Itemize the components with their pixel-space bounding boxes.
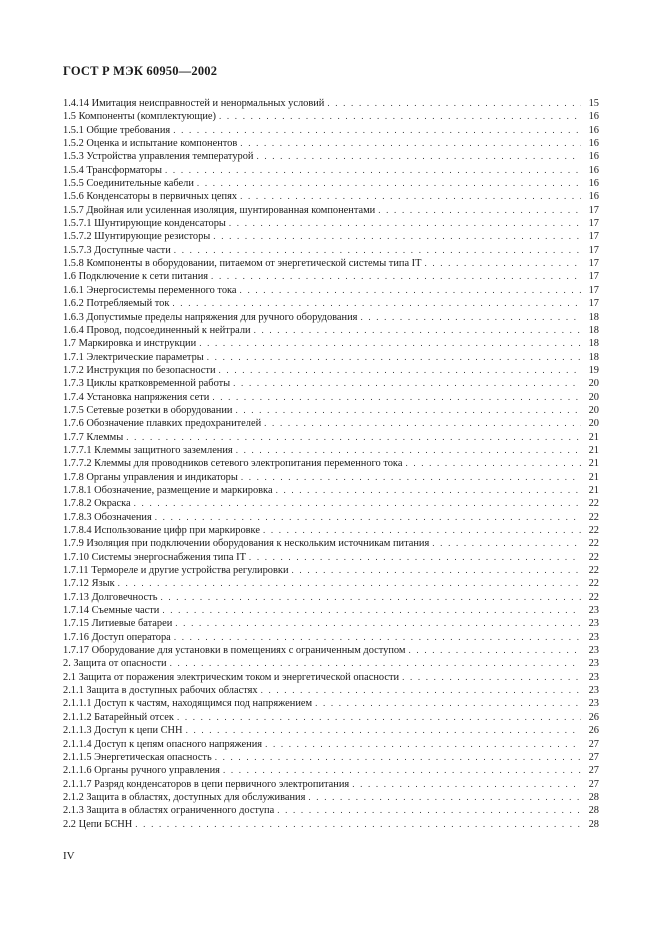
dot-leader bbox=[327, 97, 581, 110]
toc-entry-title: 1.7.11 Термореле и другие устройства регулировки bbox=[63, 565, 289, 577]
toc-entry-page: 16 bbox=[588, 178, 599, 190]
toc-entry-page: 17 bbox=[588, 258, 599, 270]
toc-entry[interactable] bbox=[63, 591, 599, 604]
dot-leader bbox=[240, 190, 581, 203]
dot-leader bbox=[308, 791, 581, 804]
toc-entry-page: 22 bbox=[588, 578, 599, 590]
toc-entry-page: 20 bbox=[588, 378, 599, 390]
toc-entry-page: 28 bbox=[588, 805, 599, 817]
toc-entry[interactable] bbox=[63, 537, 599, 550]
toc-entry[interactable] bbox=[63, 150, 599, 163]
toc-entry-title: 1.5.5 Соединительные кабели bbox=[63, 178, 194, 190]
dot-leader bbox=[174, 631, 581, 644]
toc-entry-title: 2.1.1.4 Доступ к цепям опасного напряжения bbox=[63, 738, 263, 750]
toc-entry-page: 22 bbox=[588, 565, 599, 577]
toc-entry-title: 2.1.1.5 Энергетическая опасность bbox=[63, 751, 212, 763]
toc-entry[interactable] bbox=[63, 297, 599, 310]
dot-leader bbox=[170, 657, 581, 670]
dot-leader bbox=[265, 738, 581, 751]
toc-entry-page: 20 bbox=[588, 404, 599, 416]
toc-entry-page: 23 bbox=[588, 671, 599, 683]
toc-entry[interactable] bbox=[63, 404, 599, 417]
toc-entry[interactable] bbox=[63, 551, 599, 564]
toc-entry-title: 1.5 Компоненты (комплектующие) bbox=[63, 111, 216, 123]
toc-entry-title: 1.5.7.3 Доступные части bbox=[63, 244, 171, 256]
toc-entry-page: 23 bbox=[588, 605, 599, 617]
toc-entry[interactable] bbox=[63, 604, 599, 617]
toc-entry-title: 2.1 Защита от поражения электрическим током и энергетической опасности bbox=[63, 671, 400, 683]
toc-entry-title: 1.7.16 Доступ оператора bbox=[63, 631, 171, 643]
toc-entry-title: 1.7.7 Клеммы bbox=[63, 431, 124, 443]
toc-entry-title: 1.7.8.2 Окраска bbox=[63, 498, 131, 510]
page-number: IV bbox=[63, 850, 75, 862]
dot-leader bbox=[160, 591, 581, 604]
dot-leader bbox=[402, 671, 581, 684]
toc-entry-title: 1.5.1 Общие требования bbox=[63, 124, 171, 136]
toc-entry[interactable] bbox=[63, 431, 599, 444]
toc-entry-title: 1.7.8.4 Использование цифр при маркировке bbox=[63, 525, 260, 536]
dot-leader bbox=[177, 711, 581, 724]
toc-entry[interactable] bbox=[63, 524, 599, 537]
toc-entry-page: 23 bbox=[588, 658, 599, 670]
toc-entry[interactable] bbox=[63, 137, 599, 150]
toc-entry-title: 1.6 Подключение к сети питания bbox=[63, 271, 209, 283]
toc-entry-title: 1.7.8.3 Обозначения bbox=[63, 511, 152, 523]
toc-entry[interactable] bbox=[63, 244, 599, 257]
dot-leader bbox=[432, 537, 581, 550]
toc-entry-title: 1.4.14 Имитация неисправностей и ненормальных условий bbox=[63, 98, 325, 109]
toc-entry-title: 1.7.6 Обозначение плавких предохранителей bbox=[63, 418, 262, 430]
toc-entry-title: 2.1.1.1 Доступ к частям, находящимся под напряжением bbox=[63, 698, 313, 710]
toc-entry[interactable] bbox=[63, 177, 599, 190]
dot-leader bbox=[409, 644, 581, 657]
dot-leader bbox=[424, 257, 581, 270]
toc-entry[interactable] bbox=[63, 577, 599, 590]
toc-entry[interactable] bbox=[63, 457, 599, 470]
toc-entry[interactable] bbox=[63, 711, 599, 724]
toc-entry-page: 23 bbox=[588, 645, 599, 657]
toc-entry-page: 18 bbox=[588, 324, 599, 336]
toc-entry[interactable] bbox=[63, 657, 599, 670]
toc-entry-page: 16 bbox=[588, 164, 599, 176]
toc-entry-page: 17 bbox=[588, 244, 599, 256]
dot-leader bbox=[219, 364, 581, 377]
toc-entry-title: 1.7.15 Литиевые батареи bbox=[63, 618, 173, 630]
toc-entry-title: 2.1.1.2 Батарейный отсек bbox=[63, 711, 174, 723]
dot-leader bbox=[378, 204, 581, 217]
toc-entry-page: 28 bbox=[588, 791, 599, 803]
toc-entry[interactable] bbox=[63, 164, 599, 177]
toc-entry-page: 16 bbox=[588, 191, 599, 203]
dot-leader bbox=[233, 377, 581, 390]
toc-entry[interactable] bbox=[63, 110, 599, 123]
toc-entry[interactable] bbox=[63, 97, 599, 110]
toc-entry-page: 20 bbox=[588, 418, 599, 430]
dot-leader bbox=[223, 764, 581, 777]
toc-entry[interactable] bbox=[63, 311, 599, 324]
toc-entry[interactable] bbox=[63, 351, 599, 364]
dot-leader bbox=[134, 497, 581, 510]
dot-leader bbox=[215, 751, 581, 764]
toc-entry-title: 1.7.3 Циклы кратковременной работы bbox=[63, 378, 231, 390]
toc-entry-title: 1.7.14 Съемные части bbox=[63, 605, 160, 617]
toc-entry[interactable] bbox=[63, 484, 599, 497]
toc-entry-page: 19 bbox=[588, 364, 599, 376]
dot-leader bbox=[135, 818, 581, 831]
dot-leader bbox=[118, 577, 581, 590]
toc-entry-page: 27 bbox=[588, 738, 599, 750]
toc-entry[interactable] bbox=[63, 204, 599, 217]
dot-leader bbox=[249, 551, 581, 564]
toc-entry[interactable] bbox=[63, 364, 599, 377]
toc-entry-page: 26 bbox=[588, 725, 599, 737]
toc-entry-page: 17 bbox=[588, 231, 599, 243]
toc-entry-title: 2.1.1.7 Разряд конденсаторов в цепи первичного электропитания bbox=[63, 778, 350, 790]
toc-entry-title: 1.7.8.1 Обозначение, размещение и маркировка bbox=[63, 484, 273, 496]
toc-entry-page: 21 bbox=[588, 484, 599, 496]
toc-entry-title: 1.5.4 Трансформаторы bbox=[63, 164, 163, 176]
toc-entry-title: 1.7.12 Язык bbox=[63, 578, 115, 590]
toc-entry-title: 2.2 Цепи БСНН bbox=[63, 818, 133, 830]
dot-leader bbox=[263, 524, 581, 537]
dot-leader bbox=[199, 337, 581, 350]
dot-leader bbox=[197, 177, 581, 190]
toc-entry-title: 1.6.4 Провод, подсоединенный к нейтрали bbox=[63, 324, 251, 336]
toc-entry[interactable] bbox=[63, 511, 599, 524]
toc-entry[interactable] bbox=[63, 324, 599, 337]
toc-entry[interactable] bbox=[63, 724, 599, 737]
toc-entry-page: 23 bbox=[588, 685, 599, 697]
dot-leader bbox=[264, 417, 581, 430]
toc-entry-page: 23 bbox=[588, 618, 599, 630]
toc-entry[interactable] bbox=[63, 764, 599, 777]
toc-entry-page: 26 bbox=[588, 711, 599, 723]
toc-entry-page: 23 bbox=[588, 698, 599, 710]
toc-entry-page: 28 bbox=[588, 818, 599, 830]
toc-entry-page: 17 bbox=[588, 218, 599, 230]
toc-entry-title: 2.1.3 Защита в областях ограниченного доступа bbox=[63, 805, 275, 817]
toc-entry-page: 17 bbox=[588, 204, 599, 216]
toc-entry-title: 2.1.2 Защита в областях, доступных для обслуживания bbox=[63, 791, 306, 803]
toc-entry[interactable] bbox=[63, 697, 599, 710]
toc-entry-title: 1.5.2 Оценка и испытание компонентов bbox=[63, 138, 238, 150]
dot-leader bbox=[173, 124, 581, 137]
toc-entry-title: 1.7 Маркировка и инструкции bbox=[63, 338, 197, 350]
toc-entry-page: 23 bbox=[588, 631, 599, 643]
toc-entry-title: 1.7.2 Инструкция по безопасности bbox=[63, 364, 216, 376]
toc-entry-page: 22 bbox=[588, 551, 599, 563]
toc-entry-title: 1.7.8 Органы управления и индикаторы bbox=[63, 471, 238, 483]
toc-entry[interactable] bbox=[63, 738, 599, 751]
dot-leader bbox=[256, 150, 581, 163]
toc-entry-page: 22 bbox=[588, 538, 599, 550]
toc-entry-title: 1.7.17 Оборудование для установки в помещениях с ограниченным доступом bbox=[63, 645, 406, 657]
dot-leader bbox=[277, 804, 581, 817]
dot-leader bbox=[165, 164, 581, 177]
dot-leader bbox=[360, 311, 581, 324]
toc-entry-title: 1.7.4 Установка напряжения сети bbox=[63, 391, 210, 403]
dot-leader bbox=[211, 270, 581, 283]
dot-leader bbox=[254, 324, 581, 337]
dot-leader bbox=[236, 444, 581, 457]
dot-leader bbox=[186, 724, 581, 737]
dot-leader bbox=[229, 217, 581, 230]
dot-leader bbox=[174, 244, 581, 257]
toc-entry-title: 1.5.6 Конденсаторы в первичных цепях bbox=[63, 191, 238, 203]
toc-entry-title: 1.5.7.2 Шунтирующие резисторы bbox=[63, 231, 211, 243]
toc-entry-page: 22 bbox=[588, 511, 599, 523]
toc-entry-title: 2.1.1.6 Органы ручного управления bbox=[63, 765, 220, 777]
toc-entry-page: 27 bbox=[588, 765, 599, 777]
dot-leader bbox=[261, 684, 581, 697]
toc-entry[interactable] bbox=[63, 284, 599, 297]
toc-entry[interactable] bbox=[63, 257, 599, 270]
toc-entry[interactable] bbox=[63, 617, 599, 630]
toc-entry-title: 2. Защита от опасности bbox=[63, 658, 167, 670]
toc-entry-title: 1.7.7.2 Клеммы для проводников сетевого электропитания переменного тока bbox=[63, 458, 403, 470]
toc-entry-title: 1.7.5 Сетевые розетки в оборудовании bbox=[63, 404, 233, 416]
dot-leader bbox=[315, 697, 581, 710]
toc-entry-title: 1.7.10 Системы энергоснабжения типа IT bbox=[63, 551, 246, 563]
dot-leader bbox=[155, 511, 581, 524]
toc-entry[interactable] bbox=[63, 337, 599, 350]
dot-leader bbox=[292, 564, 581, 577]
toc-entry-page: 22 bbox=[588, 525, 599, 536]
toc-entry-page: 17 bbox=[588, 271, 599, 283]
toc-entry-page: 22 bbox=[588, 498, 599, 510]
toc-entry[interactable] bbox=[63, 230, 599, 243]
toc-entry-title: 1.5.8 Компоненты в оборудовании, питаемом от энергетической системы типа IT bbox=[63, 258, 422, 270]
toc-entry-page: 16 bbox=[588, 138, 599, 150]
dot-leader bbox=[213, 230, 581, 243]
toc-entry-page: 16 bbox=[588, 151, 599, 163]
toc-entry[interactable] bbox=[63, 391, 599, 404]
dot-leader bbox=[207, 351, 581, 364]
toc-entry-page: 16 bbox=[588, 111, 599, 123]
toc-entry-title: 1.7.9 Изоляция при подключении оборудования к нескольким источникам питания bbox=[63, 538, 430, 550]
dot-leader bbox=[235, 404, 581, 417]
dot-leader bbox=[276, 484, 581, 497]
toc-entry-page: 21 bbox=[588, 471, 599, 483]
toc-entry[interactable] bbox=[63, 564, 599, 577]
toc-entry-title: 1.5.3 Устройства управления температурой bbox=[63, 151, 254, 163]
toc-entry-title: 1.7.13 Долговечность bbox=[63, 591, 158, 603]
toc-entry[interactable] bbox=[63, 270, 599, 283]
toc-entry[interactable] bbox=[63, 804, 599, 817]
toc-entry[interactable] bbox=[63, 751, 599, 764]
toc-entry[interactable] bbox=[63, 778, 599, 791]
toc-entry[interactable] bbox=[63, 791, 599, 804]
toc-entry-page: 15 bbox=[588, 98, 599, 109]
toc-entry-page: 18 bbox=[588, 351, 599, 363]
toc-entry[interactable] bbox=[63, 190, 599, 203]
toc-entry-page: 22 bbox=[588, 591, 599, 603]
toc-entry[interactable] bbox=[63, 818, 599, 831]
toc-entry-title: 1.6.2 Потребляемый ток bbox=[63, 298, 170, 310]
dot-leader bbox=[219, 110, 581, 123]
document-header: ГОСТ Р МЭК 60950—2002 bbox=[63, 64, 218, 78]
dot-leader bbox=[241, 471, 581, 484]
dot-leader bbox=[405, 457, 581, 470]
toc-entry-page: 18 bbox=[588, 338, 599, 350]
toc-entry-page: 27 bbox=[588, 751, 599, 763]
toc-entry-page: 17 bbox=[588, 298, 599, 310]
toc-entry[interactable] bbox=[63, 631, 599, 644]
toc-entry-title: 1.6.1 Энергосистемы переменного тока bbox=[63, 284, 237, 296]
toc-entry-title: 1.7.1 Электрические параметры bbox=[63, 351, 204, 363]
toc-entry[interactable] bbox=[63, 377, 599, 390]
toc-entry-page: 16 bbox=[588, 124, 599, 136]
toc-entry-title: 1.6.3 Допустимые пределы напряжения для ручного оборудования bbox=[63, 311, 358, 323]
dot-leader bbox=[240, 137, 581, 150]
toc-entry[interactable] bbox=[63, 497, 599, 510]
dot-leader bbox=[175, 617, 581, 630]
toc-entry[interactable] bbox=[63, 417, 599, 430]
toc-entry-title: 1.5.7.1 Шунтирующие конденсаторы bbox=[63, 218, 226, 230]
toc-entry-page: 21 bbox=[588, 431, 599, 443]
toc-entry-page: 27 bbox=[588, 778, 599, 790]
toc-entry[interactable] bbox=[63, 217, 599, 230]
toc-entry-page: 21 bbox=[588, 444, 599, 456]
table-of-contents bbox=[63, 97, 599, 831]
toc-entry-page: 21 bbox=[588, 458, 599, 470]
dot-leader bbox=[172, 297, 581, 310]
toc-entry[interactable] bbox=[63, 444, 599, 457]
dot-leader bbox=[352, 778, 581, 791]
dot-leader bbox=[126, 431, 581, 444]
toc-entry-page: 17 bbox=[588, 284, 599, 296]
toc-entry-title: 1.7.7.1 Клеммы защитного заземления bbox=[63, 444, 233, 456]
toc-entry[interactable] bbox=[63, 124, 599, 137]
toc-entry-title: 2.1.1.3 Доступ к цепи СНН bbox=[63, 725, 183, 737]
toc-entry-page: 20 bbox=[588, 391, 599, 403]
toc-entry[interactable] bbox=[63, 471, 599, 484]
toc-entry-title: 2.1.1 Защита в доступных рабочих областях bbox=[63, 685, 258, 697]
toc-entry-page: 18 bbox=[588, 311, 599, 323]
toc-entry[interactable] bbox=[63, 671, 599, 684]
dot-leader bbox=[240, 284, 581, 297]
toc-entry-title: 1.5.7 Двойная или усиленная изоляция, шунтированная компонентами bbox=[63, 204, 376, 216]
toc-entry[interactable] bbox=[63, 644, 599, 657]
dot-leader bbox=[212, 391, 581, 404]
dot-leader bbox=[162, 604, 581, 617]
toc-entry[interactable] bbox=[63, 684, 599, 697]
